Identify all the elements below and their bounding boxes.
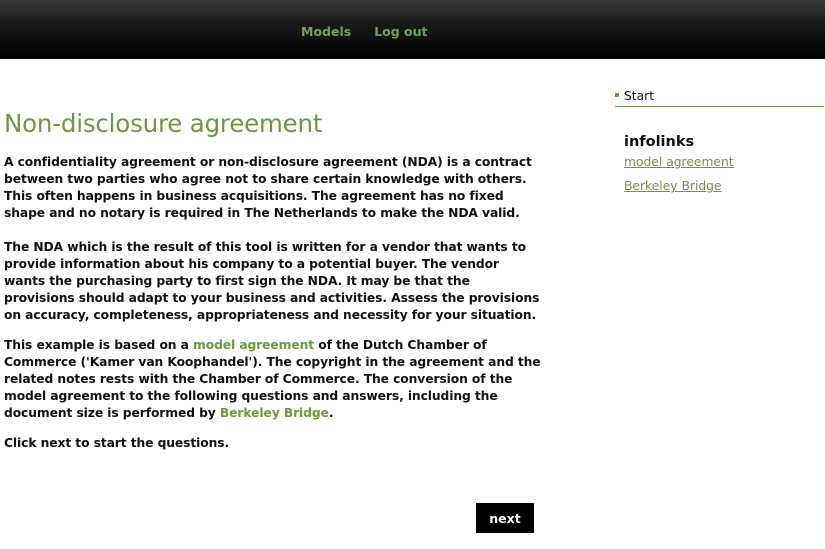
nav-logout-link[interactable]: Log out [374, 24, 428, 39]
main-content [4, 108, 544, 450]
bullet-icon [615, 93, 619, 97]
instruction-paragraph: Click next to start the questions. [4, 436, 230, 450]
nav-models-link[interactable]: Models [301, 24, 352, 39]
intro-paragraph: A confidentiality agreement or non-disclosure agreement (NDA) is a contract between two parties who agree not to share certain knowledge with others. This often happens in business acquisitions. The agreement has no fixed shape and no notary is required in The Netherlands to make the NDA valid. [4, 155, 532, 220]
sidebar-item-start[interactable] [615, 86, 824, 107]
berkeley-bridge-link[interactable]: Berkeley Bridge [219, 406, 329, 420]
top-navigation-bar [0, 0, 825, 59]
infolink-berkeley-bridge[interactable]: Berkeley Bridge [624, 179, 722, 193]
source-text-a: This example is based on a [4, 338, 194, 352]
source-paragraph [4, 337, 544, 422]
model-agreement-link[interactable]: model agreement [193, 338, 315, 352]
main-nav [301, 24, 451, 39]
page-title: Non-disclosure agreement [4, 109, 323, 138]
source-text-b: of the Dutch Chamber of Commerce ('Kamer van Koophandel'). The copyright in the agreement and the related notes rests with the Chamber of Commerce. The conversion of the model agreement to the following questions and answers, including the document size is performed by [4, 338, 541, 420]
description-paragraph: The NDA which is the result of this tool is written for a vendor that wants to provide information about his company to a potential buyer. The vendor wants the purchasing party to first sign the NDA. It may be that the provisions should adapt to your business and activities. Assess the provisions on accuracy, completeness, appropriateness and necessity for your situation. [4, 240, 540, 322]
next-button[interactable]: next [476, 503, 534, 533]
infolink-model-agreement[interactable]: model agreement [624, 155, 734, 169]
sidebar-start-link[interactable]: Start [624, 89, 655, 103]
sidebar [615, 86, 824, 194]
source-text-c: . [328, 406, 334, 420]
infolinks-heading: infolinks [624, 134, 695, 150]
